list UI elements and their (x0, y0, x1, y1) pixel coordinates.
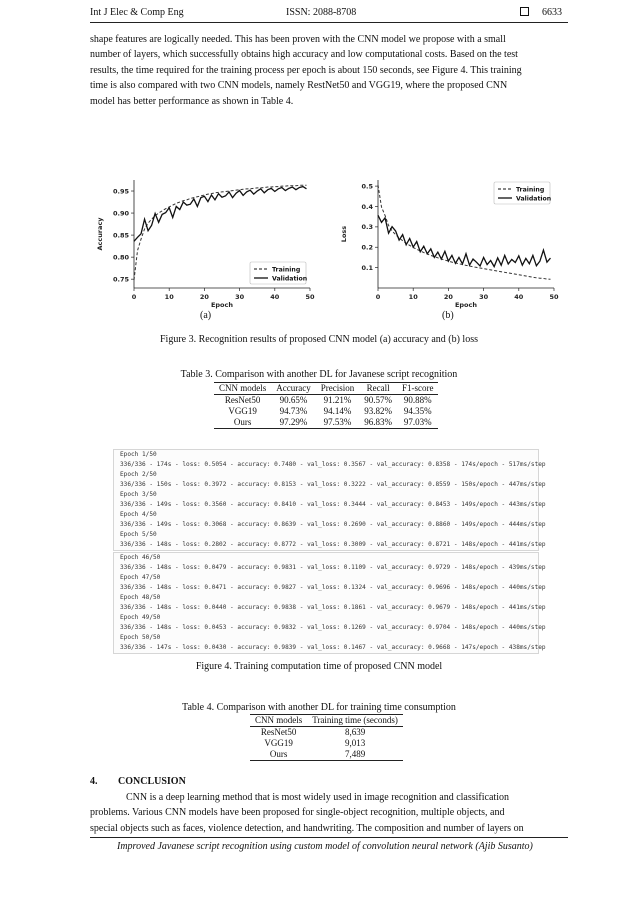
running-header-issn: ISSN: 2088-8708 (286, 7, 357, 18)
x-tick-label: 30 (235, 293, 245, 301)
log-line: 336/336 - 148s - loss: 0.0453 - accuracy: 0.9832 - val_loss: 0.1269 - val_accuracy: 0.9704 - 148s/epoch - 440ms/step (120, 624, 546, 631)
table-cell: 96.83% (364, 417, 392, 427)
log-line: 336/336 - 149s - loss: 0.3068 - accuracy: 0.8639 - val_loss: 0.2690 - val_accuracy: 0.8860 - 149s/epoch - 444ms/step (120, 521, 546, 528)
table-row (214, 406, 438, 417)
table-cell: 7,489 (344, 749, 366, 759)
x-tick-label: 30 (479, 293, 489, 301)
intro-line: results, the time required for the training process per epoch is about 150 seconds, see Figure 4. This training (90, 64, 522, 76)
table-row (250, 749, 403, 761)
table4-header-cell: CNN models (255, 715, 303, 725)
intro-paragraph (90, 32, 568, 109)
table-cell: ResNet50 (224, 395, 261, 405)
x-tick-label: 10 (408, 293, 418, 301)
figure3-label-a: (a) (200, 310, 212, 321)
log-line: 336/336 - 174s - loss: 0.5054 - accuracy: 0.7480 - val_loss: 0.3567 - val_accuracy: 0.8358 - 174s/epoch - 517ms/step (120, 461, 546, 468)
x-tick-label: 50 (549, 293, 559, 301)
page-number: 6633 (542, 7, 562, 18)
y-tick-label: 0.95 (112, 187, 129, 196)
checkbox-glyph-icon (520, 7, 529, 18)
x-tick-label: 50 (305, 293, 315, 301)
table-cell: 94.35% (403, 406, 432, 416)
intro-line: time is also compared with two CNN models, namely RestNet50 and VGG19, where the proposed CNN (90, 80, 508, 92)
table3-header-cell: Recall (366, 383, 390, 393)
section-number: 4. (90, 776, 98, 787)
y-tick-label: 0.3 (361, 223, 373, 232)
table-row (250, 738, 403, 749)
log-line: 336/336 - 148s - loss: 0.0479 - accuracy: 0.9831 - val_loss: 0.1109 - val_accuracy: 0.9729 - 148s/epoch - 439ms/step (120, 564, 546, 571)
table3-caption: Table 3. Comparison with another DL for Javanese script recognition (180, 369, 458, 380)
y-axis-label: Accuracy (96, 217, 104, 251)
table-cell: 9,013 (344, 738, 366, 748)
table3-header-cell: Precision (320, 383, 355, 393)
log-line: Epoch 2/50 (120, 471, 157, 478)
series-line-validation (134, 187, 306, 242)
log-line: Epoch 3/50 (120, 491, 157, 498)
table-cell: Ours (269, 749, 288, 759)
y-tick-label: 0.5 (361, 182, 373, 191)
log-line: Epoch 5/50 (120, 531, 157, 538)
table-cell: 90.57% (364, 395, 392, 405)
x-tick-label: 40 (270, 293, 280, 301)
section-heading (90, 776, 186, 787)
intro-line: shape features are logically needed. This has been proven with the CNN model we propose with a small (90, 34, 506, 45)
x-tick-label: 0 (375, 293, 381, 301)
table-cell: VGG19 (228, 406, 257, 416)
figure3-caption: Figure 3. Recognition results of proposed CNN model (a) accuracy and (b) loss (160, 334, 478, 345)
y-tick-label: 0.80 (112, 253, 129, 262)
x-tick-label: 40 (514, 293, 524, 301)
log-line: 336/336 - 148s - loss: 0.0440 - accuracy: 0.9838 - val_loss: 0.1861 - val_accuracy: 0.9679 - 148s/epoch - 441ms/step (120, 604, 546, 611)
log-line: Epoch 48/50 (120, 594, 161, 601)
table-cell: 94.73% (279, 406, 308, 416)
legend-label: Validation (272, 275, 308, 283)
conclusion-line: special objects such as faces, violence detection, and handwriting. The composition and number of layers on (90, 822, 524, 834)
accuracy-chart (92, 172, 320, 310)
table3-header-row (214, 383, 438, 395)
running-header-journal: Int J Elec & Comp Eng (90, 7, 184, 18)
intro-line: number of layers, which successfully obtains high accuracy and low computational costs. Based on the test (90, 49, 518, 61)
footer-rule (90, 837, 568, 838)
x-tick-label: 10 (164, 293, 174, 301)
table-cell: 97.53% (323, 417, 352, 427)
log-line: Epoch 50/50 (120, 634, 161, 641)
table3-header-cell: CNN models (219, 383, 267, 393)
running-footer: Improved Javanese script recognition using custom model of convolution neural network (Ajib Susanto) (117, 841, 533, 852)
table-cell: VGG19 (264, 738, 293, 748)
log-line: 336/336 - 150s - loss: 0.3972 - accuracy: 0.8153 - val_loss: 0.3222 - val_accuracy: 0.8559 - 150s/epoch - 447ms/step (120, 481, 546, 488)
header-rule (90, 22, 568, 23)
log-line: Epoch 4/50 (120, 511, 157, 518)
table4-header-row (250, 715, 403, 727)
log-line: Epoch 47/50 (120, 574, 161, 581)
table3 (214, 382, 438, 429)
table-row (250, 727, 403, 739)
table-cell: 90.65% (279, 395, 308, 405)
legend-label: Training (272, 266, 301, 274)
x-tick-label: 20 (199, 293, 209, 301)
legend-label: Training (516, 186, 545, 194)
table4-header-cell: Training time (seconds) (312, 715, 398, 725)
table-cell: ResNet50 (260, 727, 297, 737)
x-axis-label: Epoch (210, 301, 234, 309)
log-line: 336/336 - 148s - loss: 0.0471 - accuracy: 0.9827 - val_loss: 0.1324 - val_accuracy: 0.9696 - 148s/epoch - 440ms/step (120, 584, 546, 591)
y-tick-label: 0.2 (361, 243, 373, 252)
legend-label: Validation (516, 195, 552, 203)
y-tick-label: 0.75 (112, 275, 129, 284)
table-cell: 97.03% (403, 417, 432, 427)
table-cell: 8,639 (344, 727, 366, 737)
y-tick-label: 0.85 (112, 231, 129, 240)
figure4-caption: Figure 4. Training computation time of proposed CNN model (195, 661, 443, 672)
intro-line: model has better performance as shown in Table 4. (90, 95, 294, 107)
training-log-end (113, 552, 546, 654)
x-tick-label: 0 (131, 293, 137, 301)
table4-caption: Table 4. Comparison with another DL for training time consumption (182, 702, 456, 713)
table3-header-cell: F1-score (401, 383, 434, 393)
series-line-validation (378, 215, 550, 266)
x-axis-label: Epoch (454, 301, 478, 309)
table4 (250, 714, 403, 761)
table-cell: 94.14% (323, 406, 352, 416)
log-line: Epoch 49/50 (120, 614, 161, 621)
y-axis-label: Loss (340, 225, 348, 243)
x-tick-label: 20 (443, 293, 453, 301)
loss-chart (336, 172, 564, 310)
conclusion-line: problems. Various CNN models have been proposed for single-object recognition, multiple objects, and (90, 807, 505, 819)
y-tick-label: 0.4 (361, 202, 373, 211)
table-cell: 93.82% (364, 406, 392, 416)
table-cell: 90.88% (403, 395, 432, 405)
table-cell: 91.21% (323, 395, 352, 405)
log-line: 336/336 - 147s - loss: 0.0430 - accuracy: 0.9839 - val_loss: 0.1467 - val_accuracy: 0.9668 - 147s/epoch - 438ms/step (120, 644, 546, 651)
figure3-label-b: (b) (442, 310, 454, 321)
table-row (214, 417, 438, 429)
training-log-start (113, 449, 546, 551)
y-tick-label: 0.1 (361, 263, 373, 272)
table3-header-cell: Accuracy (276, 383, 311, 393)
y-tick-label: 0.90 (112, 209, 129, 218)
log-line: 336/336 - 149s - loss: 0.3560 - accuracy: 0.8410 - val_loss: 0.3444 - val_accuracy: 0.8453 - 149s/epoch - 443ms/step (120, 501, 546, 508)
table-cell: Ours (233, 417, 252, 427)
table-cell: 97.29% (279, 417, 308, 427)
log-line: Epoch 1/50 (120, 451, 157, 458)
section-title: CONCLUSION (118, 776, 186, 787)
conclusion-paragraph (90, 790, 568, 836)
log-line: 336/336 - 148s - loss: 0.2802 - accuracy: 0.8772 - val_loss: 0.3009 - val_accuracy: 0.8721 - 148s/epoch - 441ms/step (120, 541, 546, 548)
conclusion-line: CNN is a deep learning method that is most widely used in image recognition and classification (126, 792, 509, 803)
log-line: Epoch 46/50 (120, 554, 161, 561)
table-row (214, 395, 438, 407)
